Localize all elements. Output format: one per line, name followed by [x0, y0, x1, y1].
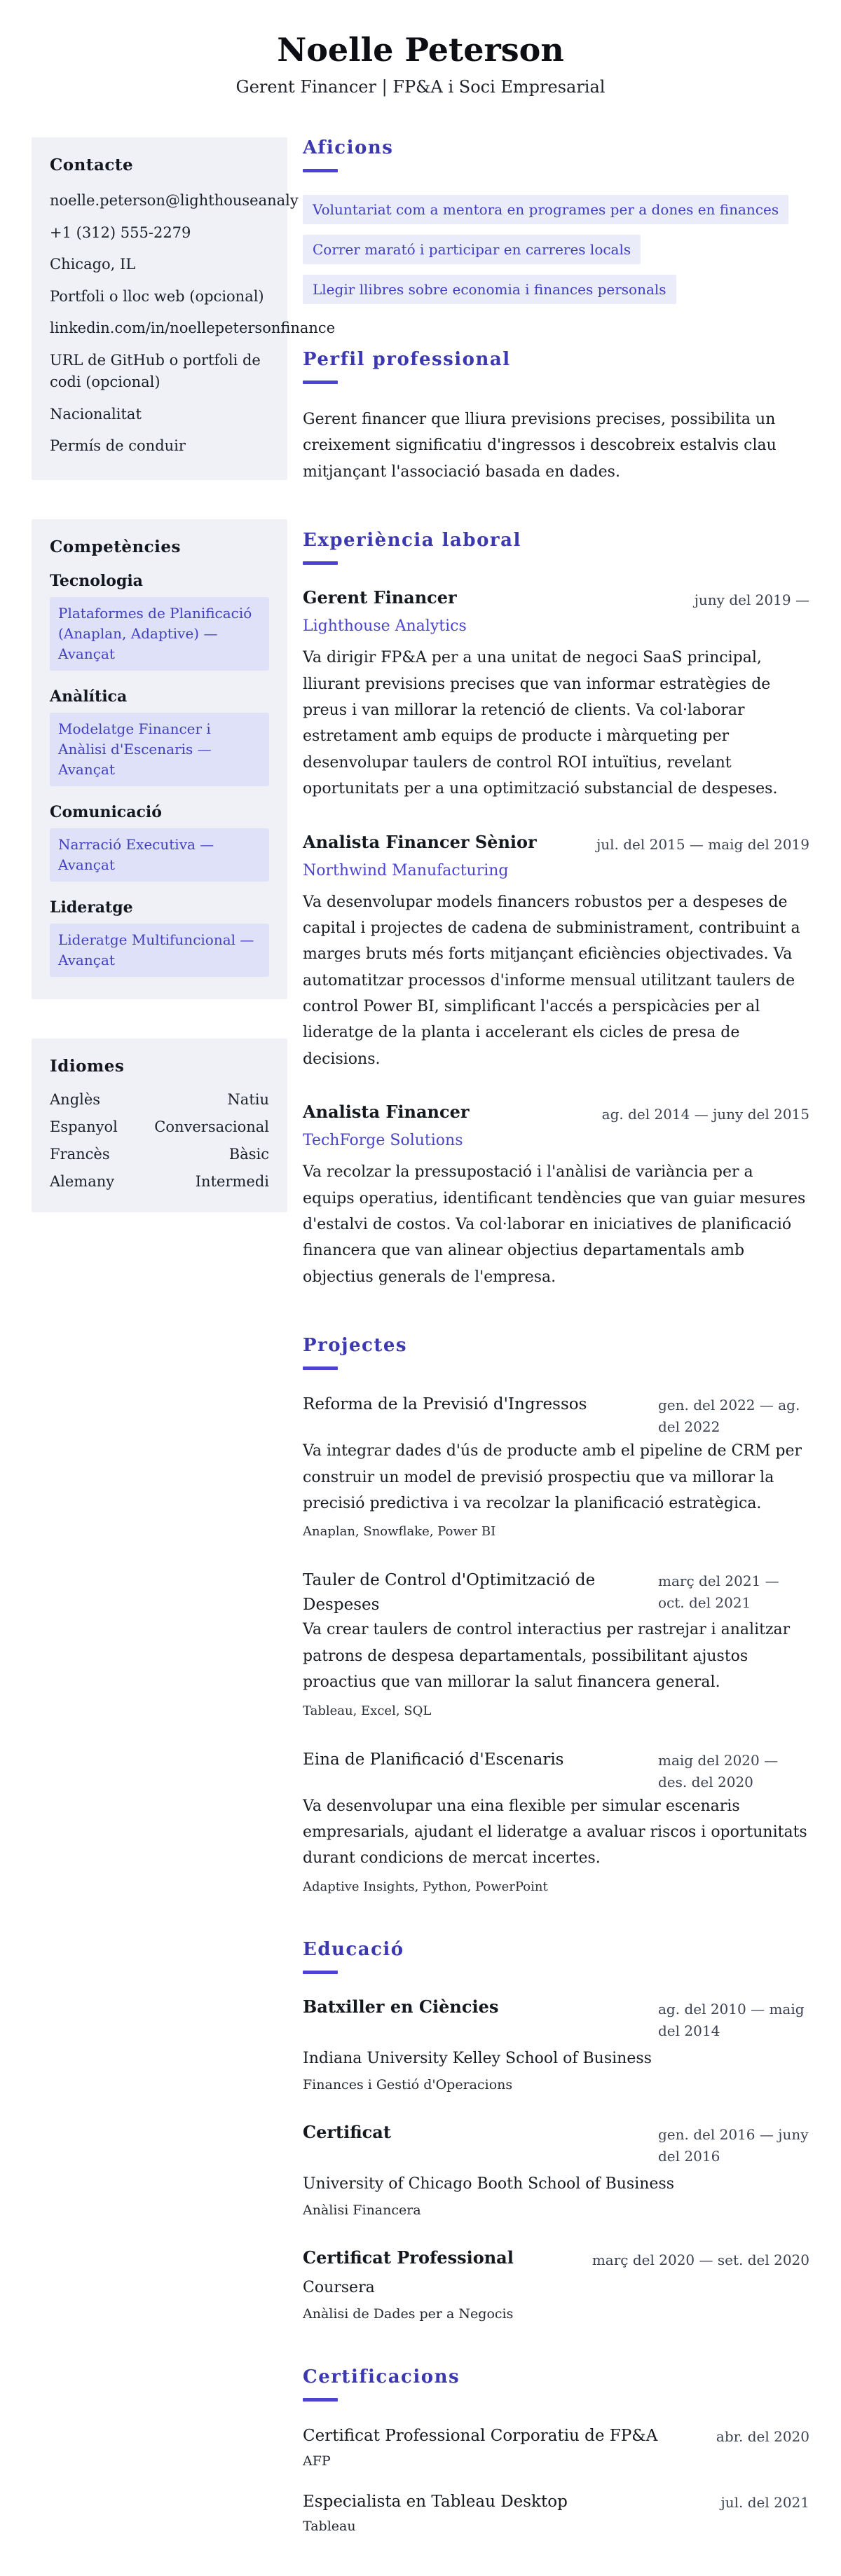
project-entry-head — [303, 1392, 809, 1438]
heading-underline — [303, 561, 338, 565]
section-experience — [303, 530, 809, 1290]
hobby-chip: Llegir llibres sobre economia i finances personals — [303, 275, 676, 304]
skill-chip: Plataformes de Planificació (Anaplan, Adaptive) — Avançat — [50, 597, 269, 671]
skill-group-tecnologia — [50, 572, 269, 671]
contact-item-linkedin: linkedin.com/in/noellepetersonfinance — [50, 320, 336, 336]
education-degree: Certificat — [303, 2121, 391, 2142]
hobby-chip: Voluntariat com a mentora en programes per a dones en finances — [303, 195, 788, 224]
project-title: Tauler de Control d'Optimització de Despeses — [303, 1571, 596, 1614]
education-entry — [303, 1996, 809, 2092]
education-school: Indiana University Kelley School of Business — [303, 2049, 652, 2067]
languages-title: Idiomes — [50, 1056, 125, 1076]
contact-title: Contacte — [50, 156, 134, 174]
certification-entry — [303, 2424, 809, 2469]
education-entry-head — [303, 2247, 809, 2271]
heading-underline — [303, 1971, 338, 1974]
education-degree: Certificat Professional — [303, 2247, 514, 2268]
skill-group-analitica — [50, 687, 269, 786]
skill-group-label: Anàlítica — [50, 687, 128, 706]
project-title: Reforma de la Previsió d'Ingressos — [303, 1395, 587, 1414]
certification-name: Especialista en Tableau Desktop — [303, 2492, 568, 2511]
job-company-link[interactable]: Lighthouse Analytics — [303, 617, 467, 636]
certification-issuer: Tableau — [303, 2519, 356, 2534]
contact-item-github: URL de GitHub o portfoli de codi (opcional) — [50, 351, 261, 390]
job-role: Analista Financer — [303, 1102, 470, 1123]
skill-group-label: Lideratge — [50, 898, 133, 917]
experience-entry-head — [303, 1102, 809, 1125]
job-company-link[interactable]: TechForge Solutions — [303, 1132, 463, 1150]
certification-entry — [303, 2490, 809, 2535]
certification-name: Certificat Professional Corporatiu de FP&A — [303, 2427, 658, 2445]
language-level: Bàsic — [228, 1145, 269, 1163]
experience-entry — [303, 832, 809, 1073]
skill-chip: Narració Executiva — Avançat — [50, 828, 269, 882]
education-degree: Batxiller en Ciències — [303, 1996, 499, 2017]
education-entry — [303, 2247, 809, 2322]
section-profile — [303, 349, 809, 485]
person-name: Noelle Peterson — [277, 31, 564, 69]
contact-item-license: Permís de conduir — [50, 437, 186, 454]
project-tech: Anaplan, Snowflake, Power BI — [303, 1524, 496, 1540]
job-description: Va desenvolupar models financers robustos per a despeses de capital i projectes de cadena de subministrament, contribuint a marges bruts més forts mitjançant eficiències objectivades. Va automatitzar processos d'informe mensual utilitzant taulers de control Power BI, simplificant l'accés a perspicàcies per al lideratge de la planta i accelerant els cicles de presa de decisions. — [303, 893, 800, 1068]
language-name: Alemany — [50, 1172, 115, 1190]
experience-entry — [303, 587, 809, 802]
content-columns — [0, 97, 841, 2576]
projects-title: Projectes — [303, 1335, 408, 1357]
hobbies-title: Aficions — [303, 137, 394, 158]
job-description: Va recolzar la pressupostació i l'anàlisi de variància per a equips operatius, identificant tendències que van guiar mesures d'estalvi de costos. Va col·laborar en iniciatives de planificació financera que van alinear objectius departamentals amb objectius generals de l'empresa. — [303, 1163, 806, 1286]
person-title: Gerent Financer | FP&A i Soci Empresarial — [235, 77, 606, 97]
job-role: Analista Financer Sènior — [303, 831, 537, 852]
education-date: gen. del 2016 — juny del 2016 — [658, 2125, 809, 2165]
job-date: ag. del 2014 — juny del 2015 — [601, 1106, 809, 1123]
certification-entry-head — [303, 2424, 809, 2448]
experience-entry-head — [303, 832, 809, 856]
language-level: Natiu — [227, 1090, 269, 1108]
section-projects — [303, 1335, 809, 1894]
languages-panel — [32, 1039, 287, 1212]
hobby-chips — [303, 195, 809, 304]
section-education — [303, 1939, 809, 2322]
education-school: University of Chicago Booth School of Business — [303, 2174, 675, 2193]
skill-chip: Lideratge Multifuncional — Avançat — [50, 924, 269, 977]
skills-title: Competències — [50, 537, 182, 556]
language-name: Anglès — [50, 1090, 101, 1108]
education-date: març del 2020 — set. del 2020 — [592, 2251, 809, 2268]
project-date: gen. del 2022 — ag. del 2022 — [658, 1397, 800, 1436]
education-date: ag. del 2010 — maig del 2014 — [658, 2000, 805, 2039]
profile-text: Gerent financer que lliura previsions precises, possibilita un creixement significatiu d'ingressos i descobreix estalvis clau mitjançant l'associació basada en dades. — [303, 411, 777, 481]
project-tech: Tableau, Excel, SQL — [303, 1703, 432, 1718]
job-company-link[interactable]: Northwind Manufacturing — [303, 861, 509, 879]
project-tech: Adaptive Insights, Python, PowerPoint — [303, 1879, 548, 1894]
project-date: maig del 2020 — des. del 2020 — [658, 1751, 779, 1790]
heading-underline — [303, 169, 338, 172]
experience-entry — [303, 1102, 809, 1290]
header — [0, 0, 841, 97]
job-role: Gerent Financer — [303, 587, 457, 608]
project-description: Va crear taulers de control interactius per rastrejar i analitzar patrons de despesa departamentals, possibilitant ajustos proactius que van millorar la salut financera general. — [303, 1621, 791, 1692]
project-entry — [303, 1392, 809, 1539]
skill-group-lideratge — [50, 898, 269, 977]
education-field: Anàlisi Financera — [303, 2202, 421, 2218]
contact-item-phone: +1 (312) 555-2279 — [50, 224, 191, 241]
skills-panel — [32, 519, 287, 999]
skill-group-label: Tecnologia — [50, 571, 143, 590]
heading-underline — [303, 1366, 338, 1370]
education-entry-head — [303, 1996, 809, 2042]
language-name: Francès — [50, 1145, 110, 1163]
project-description: Va desenvolupar una eina flexible per simular escenaris empresarials, ajudant el lideratge a avaluar riscos i oportunitats durant condicions de mercat incertes. — [303, 1797, 807, 1868]
language-row-espanyol — [50, 1118, 269, 1135]
skill-chip: Modelatge Financer i Anàlisi d'Escenaris — Avançat — [50, 713, 269, 786]
language-level: Conversacional — [154, 1118, 269, 1135]
job-description: Va dirigir FP&A per a una unitat de negoci SaaS principal, lliurant previsions precises que van informar estratègies de preus i van millorar la retenció de clients. Va col·laborar estretament amb equips de producte i màrqueting per desenvolupar taulers de control ROI intuïtius, revelant oportunitats per a una optimització substancial de despeses. — [303, 649, 778, 798]
certification-date: abr. del 2020 — [716, 2428, 809, 2445]
heading-underline — [303, 381, 338, 384]
job-date: jul. del 2015 — maig del 2019 — [596, 835, 809, 853]
sidebar — [32, 137, 336, 1212]
education-title: Educació — [303, 1938, 404, 1960]
skill-group-comunicacio — [50, 803, 269, 882]
language-name: Espanyol — [50, 1118, 118, 1135]
language-row-frances — [50, 1146, 269, 1163]
language-row-alemany — [50, 1173, 269, 1190]
project-entry — [303, 1568, 809, 1718]
project-date: març del 2021 — oct. del 2021 — [658, 1573, 779, 1612]
heading-underline — [303, 2398, 338, 2402]
contact-item-nationality: Nacionalitat — [50, 405, 142, 423]
certification-date: jul. del 2021 — [720, 2493, 809, 2511]
certifications-title: Certificacions — [303, 2366, 460, 2387]
education-entry-head — [303, 2122, 809, 2167]
language-row-angles — [50, 1091, 269, 1108]
contact-item-location: Chicago, IL — [50, 256, 136, 273]
education-school: Coursera — [303, 2278, 375, 2296]
section-hobbies — [303, 137, 809, 304]
job-date: juny del 2019 — — [694, 591, 809, 609]
contact-item-website: Portfoli o lloc web (opcional) — [50, 287, 264, 305]
education-entry — [303, 2122, 809, 2218]
main-content — [303, 137, 809, 2534]
hobby-chip: Correr marató i participar en carreres locals — [303, 235, 641, 264]
certification-entry-head — [303, 2490, 809, 2514]
education-field: Finances i Gestió d'Operacions — [303, 2076, 513, 2092]
experience-entry-head — [303, 587, 809, 611]
language-level: Intermedi — [195, 1172, 269, 1190]
contact-item-email: noelle.peterson@lighthouseanaly — [50, 192, 299, 209]
contact-panel — [32, 137, 336, 480]
project-entry-head — [303, 1568, 809, 1617]
profile-title: Perfil professional — [303, 349, 511, 370]
section-certifications — [303, 2366, 809, 2534]
skill-group-label: Comunicació — [50, 802, 162, 821]
project-entry — [303, 1748, 809, 1894]
education-field: Anàlisi de Dades per a Negocis — [303, 2306, 514, 2322]
project-title: Eina de Planificació d'Escenaris — [303, 1750, 564, 1769]
project-entry-head — [303, 1748, 809, 1793]
experience-title: Experiència laboral — [303, 530, 521, 551]
certification-issuer: AFP — [303, 2453, 331, 2469]
project-description: Va integrar dades d'ús de producte amb el pipeline de CRM per construir un model de previsió prospectiu que va millorar la precisió predictiva i va recolzar la planificació estratègica. — [303, 1442, 802, 1512]
